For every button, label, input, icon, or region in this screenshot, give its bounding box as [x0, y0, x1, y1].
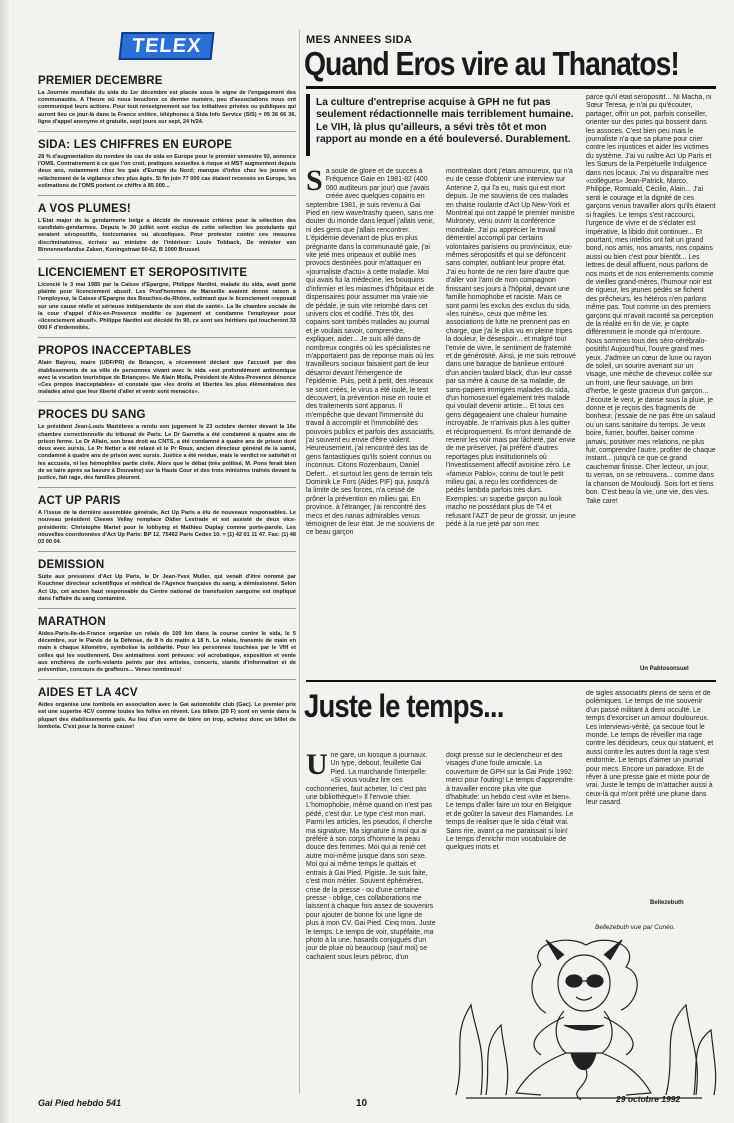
article2-column-1: [306, 752, 436, 1092]
article1-col1-text: a soule de gloire et de succès à Fréquence Gaie en 1981-82 (400 000 auditeurs par jour) que j'avais créée avec quelques copains en septembre 1981, je suis revenu à Gai Pied en new wave/trashy queen, sans me douter du monde dans lequel j'allais venir, ni des gens que j'allais rencontrer. L'épidémie devenant de plus en plus prégnante dans la communauté gaie, j'ai vite jeté mes oripeaux et oublié mes provocs destinées pour m'attaquer en «journaliste d'actu» à cette maladie. Moi qui avais fui la médecine, les bouquins d'infirmier et les miasmes d'hôpitaux et de dispensaires pour assumer ma vraie vie de pédale, je suis vite retombé dans cet univers clos et codifié. Très tôt, des copains sont tombés malades au journal et je voulais savoir, comprendre, expliquer, aider... Je suis allé dans de nombreux congrès où les spécialistes ne m'apportaient pas de réponse mais où les travailleurs sociaux faisaient part de leur désarroi devant l'émergence de l'épidémie. Puis, petit à petit, des réseaux se sont créés, le virus a été isolé, le test découvert, la prévention mise en route et des traitements sont apparus. Il m'empêche que devant l'immensité du travail à accomplir et l'immobilité des pouvoirs publics et parfois des associatifs, j'ai souvent eu envie d'être violent. Heureusement, j'ai rencontré des tas de gens fantastiques qu'ils soient connus ou inconnus. Citons Rozenbaum, Daniel Defert... et surtout les gens de terrain tels Dominik Le Fors (Aides PIF) qui, jusqu'à la limite de ses forces, n'a cessé de prôner la prévention en milieu gai. En province, à l'étranger, j'ai rencontré des mecs et des nanas admirables venus témoigner de leur état. Je me souviens de ce beau garçon: [306, 168, 435, 537]
brief-title: PREMIER DECEMBRE: [38, 75, 163, 87]
telex-brief: [38, 260, 296, 338]
telex-brief: [38, 609, 296, 680]
brief-title: ACT UP PARIS: [38, 495, 121, 508]
telex-brief: [38, 680, 296, 736]
article1-column-3: [586, 94, 716, 664]
article2-col3-text: de sigles associatifs pleins de sens et de polémiques. Le temps de me souvenir d'un passé militant à demi occulté. Le temps d'exorciser un amour douloureux. Les interviews-vérité, ça secoue tout le monde. Le temps de réveiller ma rage contre les décideurs, ceux qui statuent, et aussi contre les autres dont la rage s'est endormie. Le temps d'aimer un journal pour mecs. Encore un paradoxe. Et de rêver à une presse gaie et mixte pour de vrai. Juste le temps de m'attacher aussi à ceux-là qui m'ont prêté une plume dans leur casard.: [586, 690, 714, 807]
footer-date: 29 octobre 1992: [616, 1094, 681, 1104]
telex-brief: [38, 552, 296, 609]
brief-body: La Journée mondiale du sida du 1er décembre est placée sous le signe de l'engagement des communautés. A l'heure où nous bouclons ce dernier numéro, peu d'associations nous ont communiqué leurs actions. Pour tout renseignement sur les initiatives privées ou publiques qui auront lieu ce jour-là dans la France entière, téléphonez à Sida Info Service (SIS) = 05 36 66 36, ligne d'appel anonyme et gratuite, sept jours sur sept, 24 h/24.: [38, 90, 296, 125]
article2-col2-text: doigt pressé sur le déclencheur et des visages d'une foule amicale. La couverture de GPH sur la Gai Pride 1992: merci pour l'outing! Le temps d'apprendre à travailler encore plus vite que d'habitude: un hebdo c'est «vite et bien». Le temps d'aller faire un tour en Belgique et de goûter la saveur des Flamandes. Le temps de réaliser que le sida c'était vrai. Sans rire, avant ça me paraissait si loin! Le temps d'enrichir mon vocabulaire de quelques mots et: [446, 752, 574, 852]
article2-dropcap: U: [306, 752, 328, 781]
brief-title: LICENCIEMENT ET SEROPOSITIVITE: [38, 267, 248, 280]
article1-column-1: [306, 168, 436, 674]
lead-rule: [306, 94, 310, 156]
footer-publication: Gai Pied hebdo 541: [38, 1098, 122, 1108]
brief-body: Le président Jean-Louis Mazièbres a rendu son jugement le 23 octobre dernier devant la 16e chambre correctionnelle du tribunal de Paris. Le Dr Garretta a été condamné à quatre ans de prison ferme. Le Dr Allain, son bras droit au CNTS, a été condamné à quatre ans de prison dont deux avec sursis. Le Pr Netter a été relaxé et le Pr Roux, ancien directeur général de la santé, condamné à quatre ans de prison avec sursis. Justice a été rendue, mais le verdict ne satisfait ni les accusés, ni les hémophiles partie civile. Alors que le débat (très politisé, M. Pons ferait bien de se taire après sa bavure à Douvaine) sur la Haute Cour et des trois ministres traînés devant la justice, fait rage, des familles pleurent.: [38, 424, 296, 481]
brief-body: L'Etat major de la gendarmerie belge a décidé de nouveaux critères pour la sélection des candidats-gendarmes. Depuis le 30 juillet sont exclus de cette sélection les postulants qui seraient séropositifs, toxicomanes ou alcooliques. Pour protester contre ces mesures discriminatoires, écrivez au ministre de l'intérieur: Louis Tobback, De minister van Binnennenlandse Zaken, Koningstraat 60-62, B 1000 Brussel.: [38, 218, 296, 253]
brief-list: [38, 68, 296, 736]
page-fold-shadow: [0, 0, 10, 1123]
bellezebuth-illustration: [446, 935, 722, 1103]
brief-body: Alain Bayrou, maire (UDF/PR) de Briançon, a récemment déclaré que l'accueil par des établissements de sa ville de personnes vivant avec le sida «est profondément antinomique avec la vocation touristique de Briançon». Me Alain Molla, Président de Aides-Provence dénonce «Ces propos inacceptables» et constate que «les droits et libertés les plus élémentaires des malades ainsi que leur liberté d'aller et venir sont menacés».: [38, 360, 296, 396]
article2-signature: Bellezebuth: [650, 900, 684, 906]
article1-column-2: [446, 168, 576, 674]
brief-body: Licencié le 3 mai 1985 par la Caisse d'Epargne, Philippe Nardini, malade du sida, avait porté plainte pour licenciement abusif. Les Prud'hommes de Marseille avaient donné raison à l'employeur, la Caisse d'Epargne des Bouches-du-Rhône, estimant que le licenciement «reposait sur une cause réelle et sérieuse indépendante de son état de santé». La 9e chambre sociale de la cour d'appel d'Aix-en-Provence modifie ce jugement et condamne l'employeur pour «licenciement abusif». Philippe Nardini est décédé fin 90, ce sont ses héritiers qui toucheront 33 000 F d'indemnités.: [38, 282, 296, 332]
article1-signature: Un Pablosonsuel: [640, 666, 689, 672]
illustration-caption: Bellezebuth vue par Cunéo.: [595, 924, 676, 931]
brief-body: Suite aux pressions d'Act Up Paris, le Dr Jean-Yves Muller, qui venait d'être nommé par Kouchner directeur scientifique et médical de l'Agence française du sang, a démissionné. Selon Act Up, cet ancien haut responsable du Centre national de transfusion sanguine est impliqué dans l'affaire du sang contaminé.: [38, 574, 296, 602]
article2-column-2: [446, 752, 576, 922]
brief-title: MARATHON: [38, 615, 106, 628]
telex-brief: [38, 196, 296, 260]
brief-title: PROPOS INACCEPTABLES: [38, 345, 192, 358]
brief-body: Aides-Paris-Ile-de-France organise un relais de 100 km dans la course contre le sida, le 5 décembre, sur le Parvis de la Défense, de 8 h du matin à 18 h. Le relais, transmis de main en main à chaque kilomètre, symbolise la solidarité. Pour les personnes touchées par le VIH et celles qui les soutiennent. Des animations sont prévues: vol acrobatique, exposition et vente aux enchères de cerfs-volants peints par des artistes, concerts, stands d'information et de prévention, concours de graffeurs... Venez nombreux!: [38, 630, 296, 673]
brief-body: 28 % d'augmentation du nombre de cas de sida en Europe pour le premier semestre 92, annonce l'OMS. Contrairement à ce que l'on croit, pratiques sexuelles à risque et MST augmentent depuis deux ans, notamment chez les gais d'Europe du Nord; manque d'infos chez les jeunes et relâchement de la vigilance chez plus âgés. Si fin juin 77 000 cas étaient recensés en Europe, les estimations de l'OMS portent ce chiffre à 85 000...: [38, 154, 296, 189]
brief-title: DEMISSION: [38, 559, 105, 572]
telex-logo: TELEX: [119, 32, 215, 60]
brief-title: PROCES DU SANG: [38, 409, 146, 422]
footer-page-number: 10: [356, 1098, 368, 1109]
telex-logo-wrap: [38, 32, 296, 60]
telex-brief: [38, 488, 296, 552]
article2-col1-text: ne gare, un kiosque à journaux. Un type, debout, feuillette Gai Pied. La marchande l'interpelle: «Si vous voulez lire ces cochonneries, faut acheter. Ici c'est pas une bibliothèque!» Il l'envoie chier. L'homophobie, même quand on n'est pas pédé, c'est dur. Le type c'est mon mari. Parmi les articles, les pseudos, il cherche ma signature. Ma signature à moi qui ai préféré à son corps d'homme la peau douce des femmes. Moi qui ai renié cet autre moi-même jusque dans son sexe. Moi qui ai même temps le quittais et entrais à Gai Pied. Pigiste. Je suis faite, c'est mon métier. Souvent éphémères, crise de la presse - ou d'une certaine presse - oblige, ces collaborations me laissent à chaque fois assez de souvenirs pour ajouter de bonne foi une ligne de plus à mon CV. Gai Pied. Cinq mois. Juste le temps. Le temps de voir, stupéfaite, ma photo à la une, hasards conjugués d'un jour de pluie où beaucoup (sauf moi) se cachaient sous leurs pébroc, d'un: [306, 752, 436, 961]
telex-brief: [38, 402, 296, 488]
brief-body: Aides organise une tombola en association avec le Gai automobile club (Gac). Le premier prix est une superbe 4CV comme toutes les folles en rêvent. Les billets (20 F) sont en vente dans la plupart des établissements gais. Au lieu d'un verre de bière on trop, achetez donc un billet de tombola. C'est pour la bonne cause!: [38, 702, 296, 730]
article1-col2-text: montréalais dont j'étais amoureux, qui n'a eu de cesse d'obtenir une interview sur Antenne 2, qui l'a eu, mais qui est mort depuis. Je me souviens de ces malades en chaise roulante d'Act Up New-York et Montréal qui ont zappé le premier ministre Mulroney, venu ouvrir la conférence mondiale. J'ai pu apprécier le travail démentiel accompli par certains volontaires parisiens ou provinciaux, eux-mêmes séropositifs et qui se défoncent sans compter, oubliant leur propre état. J'ai eu honte de ne rien faire d'autre que d'aller voir l'ami de mon compagnon finissant ses jours à l'hôpital, devant une famille homophobe et raciste. Mais ce sont parmi les exclus des exclus du sida, «les ruinés», ceux que même les associations de lutte ne prennent pas en charge, que j'ai le plus vu en pleine tripes la douleur, le désespoir... et malgré tout l'envie de vivre, le sentiment de fraternité et de générosité. Ainsi, je me suis retrouvé dans une baraque de banlieue entouré d'un ancien taulard black, d'un leur cassé par sa mère à cause de sa maladie, de sans-papiers immigrés malades du sida, d'un homosexuel également très malade qui voulait devenir artiste... Et tous ces gens dégageaient une chaleur humaine incroyable. Je n'arrivais plus à les quitter et réciproquement. Ils m'ont demandé de revenir les voir mais par lâcheté, par envie de me préserver, j'ai préféré d'autres reportages plus institutionnels où l'investissement affectif avoisine zéro. Le «fameux Pablo», connu de tout le petit milieu gai, a reçu les confidences de pédés lambda parfois très durs. Exemples: un superbe garçon au look macho ne possédant plus de T4 et refusant l'AZT de peur de grossir, un jeune pédé à la rue jeté par son mec: [446, 168, 576, 529]
article1-dropcap: S: [306, 168, 323, 197]
article-lead: La culture d'entreprise acquise à GPH ne fut pas seulement rédactionnelle mais terriblement humaine. Le VIH, là plus qu'ailleurs, a sévi très tôt et mon rapport au monde en a été bouleversé. Durablement.: [316, 97, 574, 146]
brief-title: SIDA: LES CHIFFRES EN EUROPE: [38, 139, 233, 152]
telex-column: [38, 32, 296, 736]
article2-column-3: [586, 690, 716, 886]
telex-brief: [38, 68, 296, 132]
telex-brief: [38, 132, 296, 196]
brief-body: A l'issue de la dernière assemblée générale, Act Up Paris a élu de nouveaux responsables. Le nouveau président Cleews Vellay remplace Didier Lestrade et est assisté de deux vice-présidents: Christophe Martet pour le lobbying et Mathieu Duplay comme porte-parole. Les nouvelles coordonnées d'Act Up Paris: BP 12, 75462 Paris Cedex 10. = (1) 42 01 11 47. Fax: (1) 48 03 00 04.: [38, 510, 296, 545]
article-divider: [306, 680, 716, 682]
brief-title: AIDES ET LA 4CV: [38, 687, 138, 700]
telex-brief: [38, 338, 296, 402]
column-divider: [299, 30, 300, 1094]
article1-col3-text: parce qu'il était séropositif... Ni Macha, ni Sœur Teresa, je n'ai pu qu'écouter, partager, offrir un pot, parfois conseiller, orienter sur des potes qui bossent dans les assoces. C'est bien peu mais le journaliste n'a que sa plume pour crier contre les injustices et aider les victimes du système. J'ai vu naître Act Up Paris et les Sœurs de la Perpétuelle Indulgence dans nos locaux. J'ai vu disparaître mes «collègues» Jean-Patrick, Marco, Philippe, Romuald, Cécilio, Alain... J'ai senti le courage et la dignité de ces garçons venus travailler alors qu'ils étaient si fragiles. Le temps s'est raccourci, l'urgence de vivre et de s'éclater est impérative, la libido doit continuer... Et pourtant, mes intellos ont fait un grand bond, nos amis, nos amants, nos copains aussi ou bien c'est pour bientôt... Les lettres de deuil affluent, nous parlons de nos morts et de nos enterrements comme de vieilles grand-mères, l'humour noir est de rigueur, les jeunes pédés se fichent des prêcheurs, les hétéros n'en parlons même pas. Tout comme un des premiers garçons qui m'avait raconté sa perception de la réalité en fin de vie, je capte différemment le monde qui m'entoure. Nous sommes tous des séro-cérébralo-positifs! Aujourd'hui, l'ouvre grand mes yeux. J'admire un cœur de lune ou rayon de soleil, un sourire avenant sur un visage, une mèche de cheveux collée sur un front, une fleur sauvage, un brin d'herbe, le geste gracieux d'un garçon... J'écoute le vent, je danse sous la pluie, je donne et je reçois des fragments de bonheur, j'essaie de ne pas être un salaud ou un sans sanitaire du temps. Je veux boire, fumer, bouffer, baiser comme jamais, positiver mes relations, ne plus fuir, comprendre l'autre, profiter de chaque instant... jusqu'à ce que ce grand cauchemar finisse. Cher lecteur, un jour, tu verras, on se retrouvera... comme dans la chanson de Mouloudji. Sois fort et tiens bon. C'est beau la vie, une vie, des vies. Take care!: [586, 94, 716, 505]
article-kicker: MES ANNEES SIDA: [306, 34, 413, 46]
headline-rule: [306, 86, 716, 89]
brief-title: A VOS PLUMES!: [38, 203, 131, 216]
article2-headline: Juste le temps...: [304, 688, 504, 724]
article-headline: Quand Eros vire au Thanatos!: [304, 45, 679, 82]
